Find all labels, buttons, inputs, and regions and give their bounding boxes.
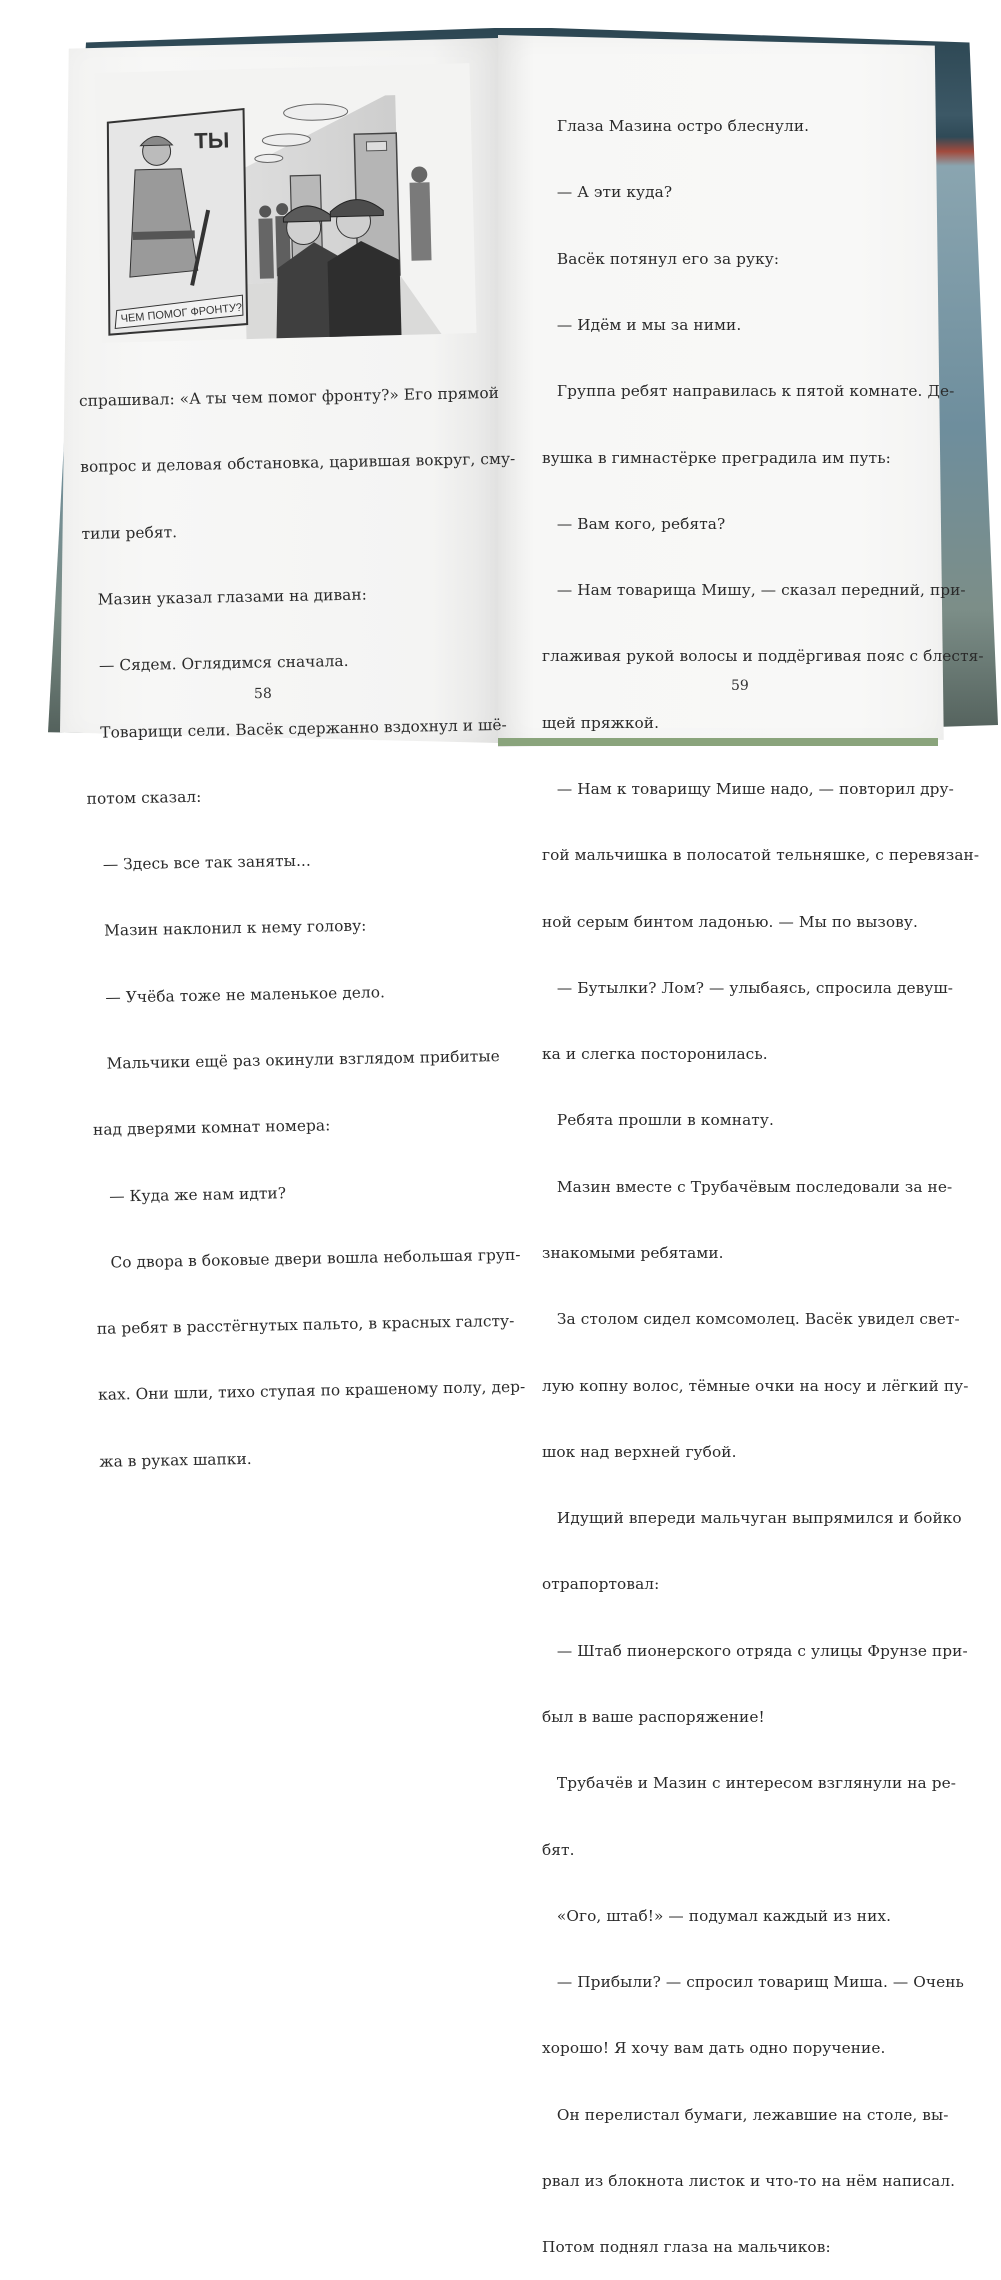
text-line: — Нам к товарищу Мише надо, — повторил дру- [542,780,954,798]
text-line: спрашивал: «А ты чем помог фронту?» Его прямой [78,384,500,411]
text-line: тили ребят. [81,522,178,543]
text-line: Идущий впереди мальчуган выпрямился и бойко [542,1509,962,1528]
text-line: был в ваше распоряжение! [542,1707,765,1726]
text-line: рвал из блокнота листок и что-то на нём написал. [542,2171,956,2190]
left-page-text [78,338,535,1495]
text-line: — Идём и мы за ними. [542,316,742,335]
text-line: — Учёба тоже не маленькое дело. [90,982,386,1007]
text-line: ка и слегка посторонилась. [542,1045,768,1064]
text-line: шок над верхней губой. [542,1442,737,1461]
text-line: щей пряжкой. [542,713,660,732]
text-line: ках. Они шли, тихо ступая по крашеному полу, дер- [97,1378,526,1405]
text-line: Мазин указал глазами на диван: [82,585,368,609]
text-line: Потом поднял глаза на мальчиков: [542,2238,831,2257]
text-line: За столом сидел комсомолец. Васёк увидел свет- [542,1310,960,1329]
right-page-text [542,71,984,2280]
text-line: Васёк потянул его за руку: [542,249,780,268]
text-line: — Штаб пионерского отряда с улицы Фрунзе при- [542,1641,968,1660]
text-line: — Куда же нам идти? [94,1183,287,1206]
text-line: Глаза Мазина остро блеснули. [542,117,810,136]
page-number-left: 58 [253,685,272,703]
text-line: Мальчики ещё раз окинули взглядом прибитые [91,1047,500,1073]
text-line: — Здесь все так заняты... [87,851,312,875]
text-line: Мазин вместе с Трубачёвым последовали за не- [542,1177,953,1196]
text-line: ной серым бинтом ладонью. — Мы по вызову. [542,912,918,931]
text-line: — Прибыли? — спросил товарищ Миша. — Очень [542,1973,964,1992]
text-line: хорошо! Я хочу вам дать одно поручение. [542,2039,886,2058]
text-line: глаживая рукой волосы и поддёргивая пояс с блестя- [542,647,984,666]
text-line: вопрос и деловая обстановка, царившая вокруг, сму- [80,450,516,477]
page-number-right: 59 [731,678,749,694]
text-line: гой мальчишка в полосатой тельняшке, с перевязан- [542,846,980,865]
text-line: жа в руках шапки. [99,1449,252,1471]
text-line: — А эти куда? [542,183,673,202]
illustration [95,63,477,343]
text-line: Он перелистал бумаги, лежавшие на столе, вы- [542,2105,949,2124]
poster-title: ТЫ [194,127,230,154]
text-line: Со двора в боковые двери вошла небольшая груп- [95,1245,521,1272]
text-line: — Нам товарища Мишу, — сказал передний, при- [542,581,966,600]
text-line: Мазин наклонил к нему голову: [89,917,367,941]
text-line: отрапортовал: [542,1575,660,1594]
text-line: потом сказал: [86,787,202,808]
text-line: — Вам кого, ребята? [542,514,726,533]
text-line: знакомыми ребятами. [542,1243,724,1262]
text-line: — Сядем. Оглядимся сначала. [83,652,349,676]
text-line: над дверями комнат номера: [92,1116,331,1140]
text-line: па ребят в расстёгнутых пальто, в красных галсту- [96,1311,515,1338]
text-line: вушка в гимнастёрке преградила им путь: [542,448,891,467]
text-line: лую копну волос, тёмные очки на носу и лёгкий пу- [542,1376,969,1395]
text-line: «Ого, штаб!» — подумал каждый из них. [542,1906,892,1925]
text-line: бят. [542,1840,575,1859]
text-line: Товарищи сели. Васёк сдержанно вздохнул и шё- [85,715,507,742]
poster-caption: ЧЕМ ПОМОГ ФРОНТУ? [120,301,243,326]
text-line: — Бутылки? Лом? — улыбаясь, спросила девуш- [542,978,954,997]
text-line: Ребята прошли в комнату. [542,1111,774,1130]
text-line: Группа ребят направилась к пятой комнате. Де- [542,382,955,401]
text-line: Трубачёв и Мазин с интересом взглянули на ре- [542,1774,957,1793]
